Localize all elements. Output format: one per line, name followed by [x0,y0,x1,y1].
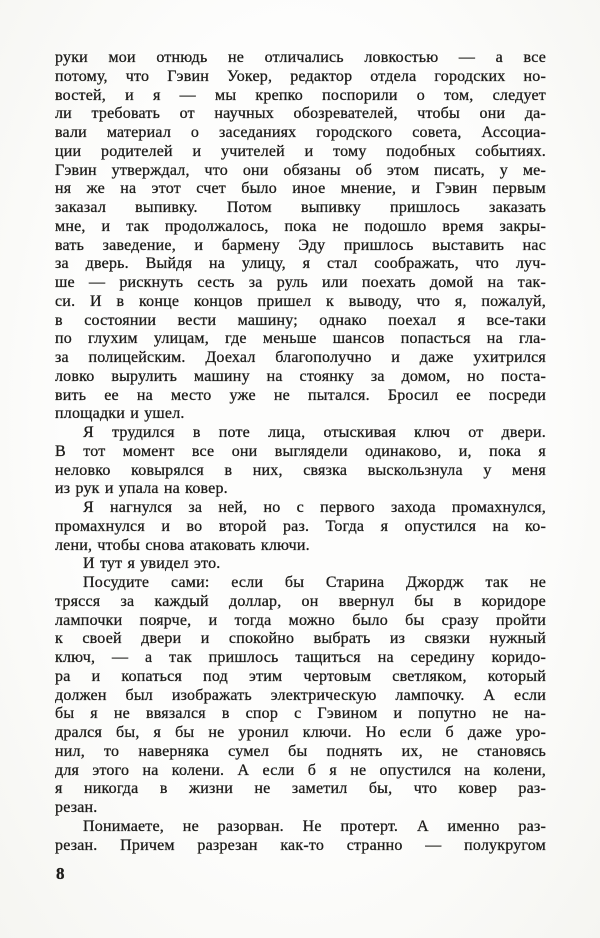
text-line: руки мои отнюдь не отличались ловкостью — а все [55,49,546,66]
text-line: неловко ковырялся в них, связка выскользнула у меня [55,461,546,479]
text-line: Я нагнулся за ней, но с первого захода промахнулся, [83,499,546,516]
text-line: должен был изображать электрическую лампочку. А если [55,686,546,704]
text-line: ции родителей и учителей и тому подобных событиях. [55,142,546,160]
text-line: вать заведение, и бармену Эду пришлось выставить нас [55,236,546,254]
text-line: ра и копаться под этим чертовым светляком, который [55,667,546,685]
text-line: по глухим улицам, где меньше шансов попасться на гла- [55,330,546,348]
text-line: трясся за каждый доллар, он ввернул бы в коридоре [55,592,546,610]
text-line: ловко вырулить машину на стоянку за домом, но поста- [55,367,546,385]
text-line: дрался бы, я бы не уронил ключи. Но если б даже уро- [55,724,546,741]
text-line: Я трудился в поте лица, отыскивая ключ от двери. [83,424,546,441]
page-number: 8 [56,864,65,883]
text-line: ли требовать от научных обозревателей, чтобы они да- [55,105,546,123]
page-text [55,49,546,855]
text-line: за дверь. Выйдя на улицу, я стал соображать, что луч- [55,255,546,273]
text-line: промахнулся и во второй раз. Тогда я опустился на ко- [55,517,546,535]
text-line: Понимаете, не разорван. Не протерт. А именно раз- [83,817,546,835]
text-line: площадки и ушел. [55,405,185,423]
text-line: к своей двери и спокойно выбрать из связки нужный [55,630,546,648]
text-line: И тут я увидел это. [83,555,221,573]
text-line: лампочки поярче, и тогда можно было бы сразу пройти [55,611,546,629]
text-line: вали материал о заседаниях городского совета, Ассоциа- [55,124,546,141]
text-line: вить ее на место уже не пытался. Бросил ее посреди [55,386,546,404]
text-line: востей, и я — мы крепко поспорили о том, следует [55,86,546,104]
text-line: для этого на колени. А если б я не опустился на колени, [55,761,546,779]
text-line: Гэвин утверждал, что они обязаны об этом писать, у ме- [55,161,546,179]
text-line: лени, чтобы снова атаковать ключи. [55,536,310,554]
text-line: резан. [55,799,98,816]
text-line: за полицейским. Доехал благополучно и даже ухитрился [55,349,546,366]
text-line: Посудите сами: если бы Старина Джордж так не [83,574,546,591]
text-line: бы я не ввязался в спор с Гэвином и попутно не на- [55,705,546,723]
text-line: резан. Причем разрезан как-то странно — полукругом [55,836,546,854]
text-line: потому, что Гэвин Уокер, редактор отдела городских но- [55,67,546,85]
text-line: мне, и так продолжалось, пока не подошло время закры- [55,217,546,235]
text-line: из рук и упала на ковер. [55,480,228,498]
text-line: В тот момент все они выглядели одинаково, и, пока я [55,442,546,460]
text-line: нил, то наверняка сумел бы поднять их, не становясь [55,742,546,760]
text-line: заказал выпивку. Потом выпивку пришлось заказать [55,199,546,216]
text-line: ше — рискнуть сесть за руль или поехать домой на так- [55,274,546,291]
text-line: в состоянии вести машину; однако поехал я все-таки [55,311,546,329]
text-line: си. И в конце концов пришел к выводу, что я, пожалуй, [55,292,546,310]
text-line: ня же на этот счет было иное мнение, и Гэвин первым [55,180,546,198]
text-line: ключ, — а так пришлось тащиться на середину коридо- [55,649,546,666]
text-line: я никогда в жизни не заметил бы, что ковер раз- [55,780,546,798]
